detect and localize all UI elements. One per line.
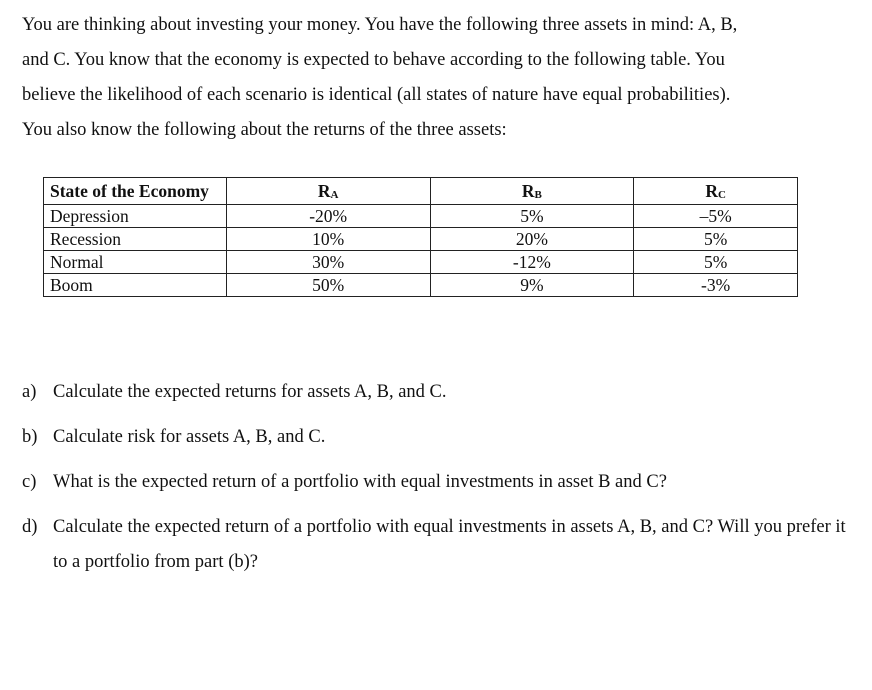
table-row: [44, 228, 798, 251]
question-text: Calculate the expected returns for assets A, B, and C.: [53, 382, 447, 402]
intro-line: believe the likelihood of each scenario is identical (all states of nature have equal probabilities).: [22, 85, 731, 105]
table-row: [44, 251, 798, 274]
return-a-cell: 30%: [226, 251, 430, 274]
return-c-cell: 5%: [634, 251, 798, 274]
header-return-c-main: R: [705, 181, 718, 201]
question-label: d): [22, 517, 38, 537]
return-a-cell: -20%: [226, 205, 430, 228]
return-c-cell: –5%: [634, 205, 798, 228]
question-item: [22, 465, 852, 500]
state-cell: Depression: [44, 205, 227, 228]
header-return-b: [430, 178, 634, 205]
header-return-c-sub: C: [717, 189, 726, 201]
question-label: c): [22, 472, 37, 492]
return-c-cell: 5%: [634, 228, 798, 251]
intro-line: You are thinking about investing your money. You have the following three assets in mind: A, B,: [22, 15, 738, 35]
question-text: What is the expected return of a portfolio with equal investments in asset B and C?: [53, 472, 667, 492]
question-item: [22, 420, 852, 455]
returns-table: [43, 177, 798, 297]
state-cell: Normal: [44, 251, 227, 274]
question-text: Calculate risk for assets A, B, and C.: [53, 427, 326, 447]
return-c-cell: -3%: [634, 274, 798, 297]
question-label: b): [22, 427, 38, 447]
intro-paragraph: [22, 8, 852, 148]
state-cell: Boom: [44, 274, 227, 297]
header-return-a-sub: A: [330, 189, 339, 201]
question-text: Calculate the expected return of a portfolio with equal investments in assets A, B, and C? Will you prefer it to a portfolio from part (b)?: [53, 517, 846, 572]
table-header-row: [44, 178, 798, 205]
return-b-cell: 20%: [430, 228, 634, 251]
header-state-of-economy: State of the Economy: [44, 178, 227, 205]
return-b-cell: 5%: [430, 205, 634, 228]
header-return-b-sub: B: [534, 189, 542, 201]
question-list: [22, 375, 852, 590]
question-label: a): [22, 382, 37, 402]
state-cell: Recession: [44, 228, 227, 251]
intro-line: You also know the following about the returns of the three assets:: [22, 120, 507, 140]
return-b-cell: -12%: [430, 251, 634, 274]
table-row: [44, 274, 798, 297]
table-row: [44, 205, 798, 228]
question-item: [22, 510, 852, 580]
header-return-c: [634, 178, 798, 205]
question-item: [22, 375, 852, 410]
header-return-a-main: R: [317, 181, 331, 201]
return-a-cell: 50%: [226, 274, 430, 297]
intro-line: and C. You know that the economy is expected to behave according to the following table. You: [22, 50, 725, 70]
return-b-cell: 9%: [430, 274, 634, 297]
header-return-a: [226, 178, 430, 205]
return-a-cell: 10%: [226, 228, 430, 251]
header-return-b-main: R: [521, 181, 535, 201]
